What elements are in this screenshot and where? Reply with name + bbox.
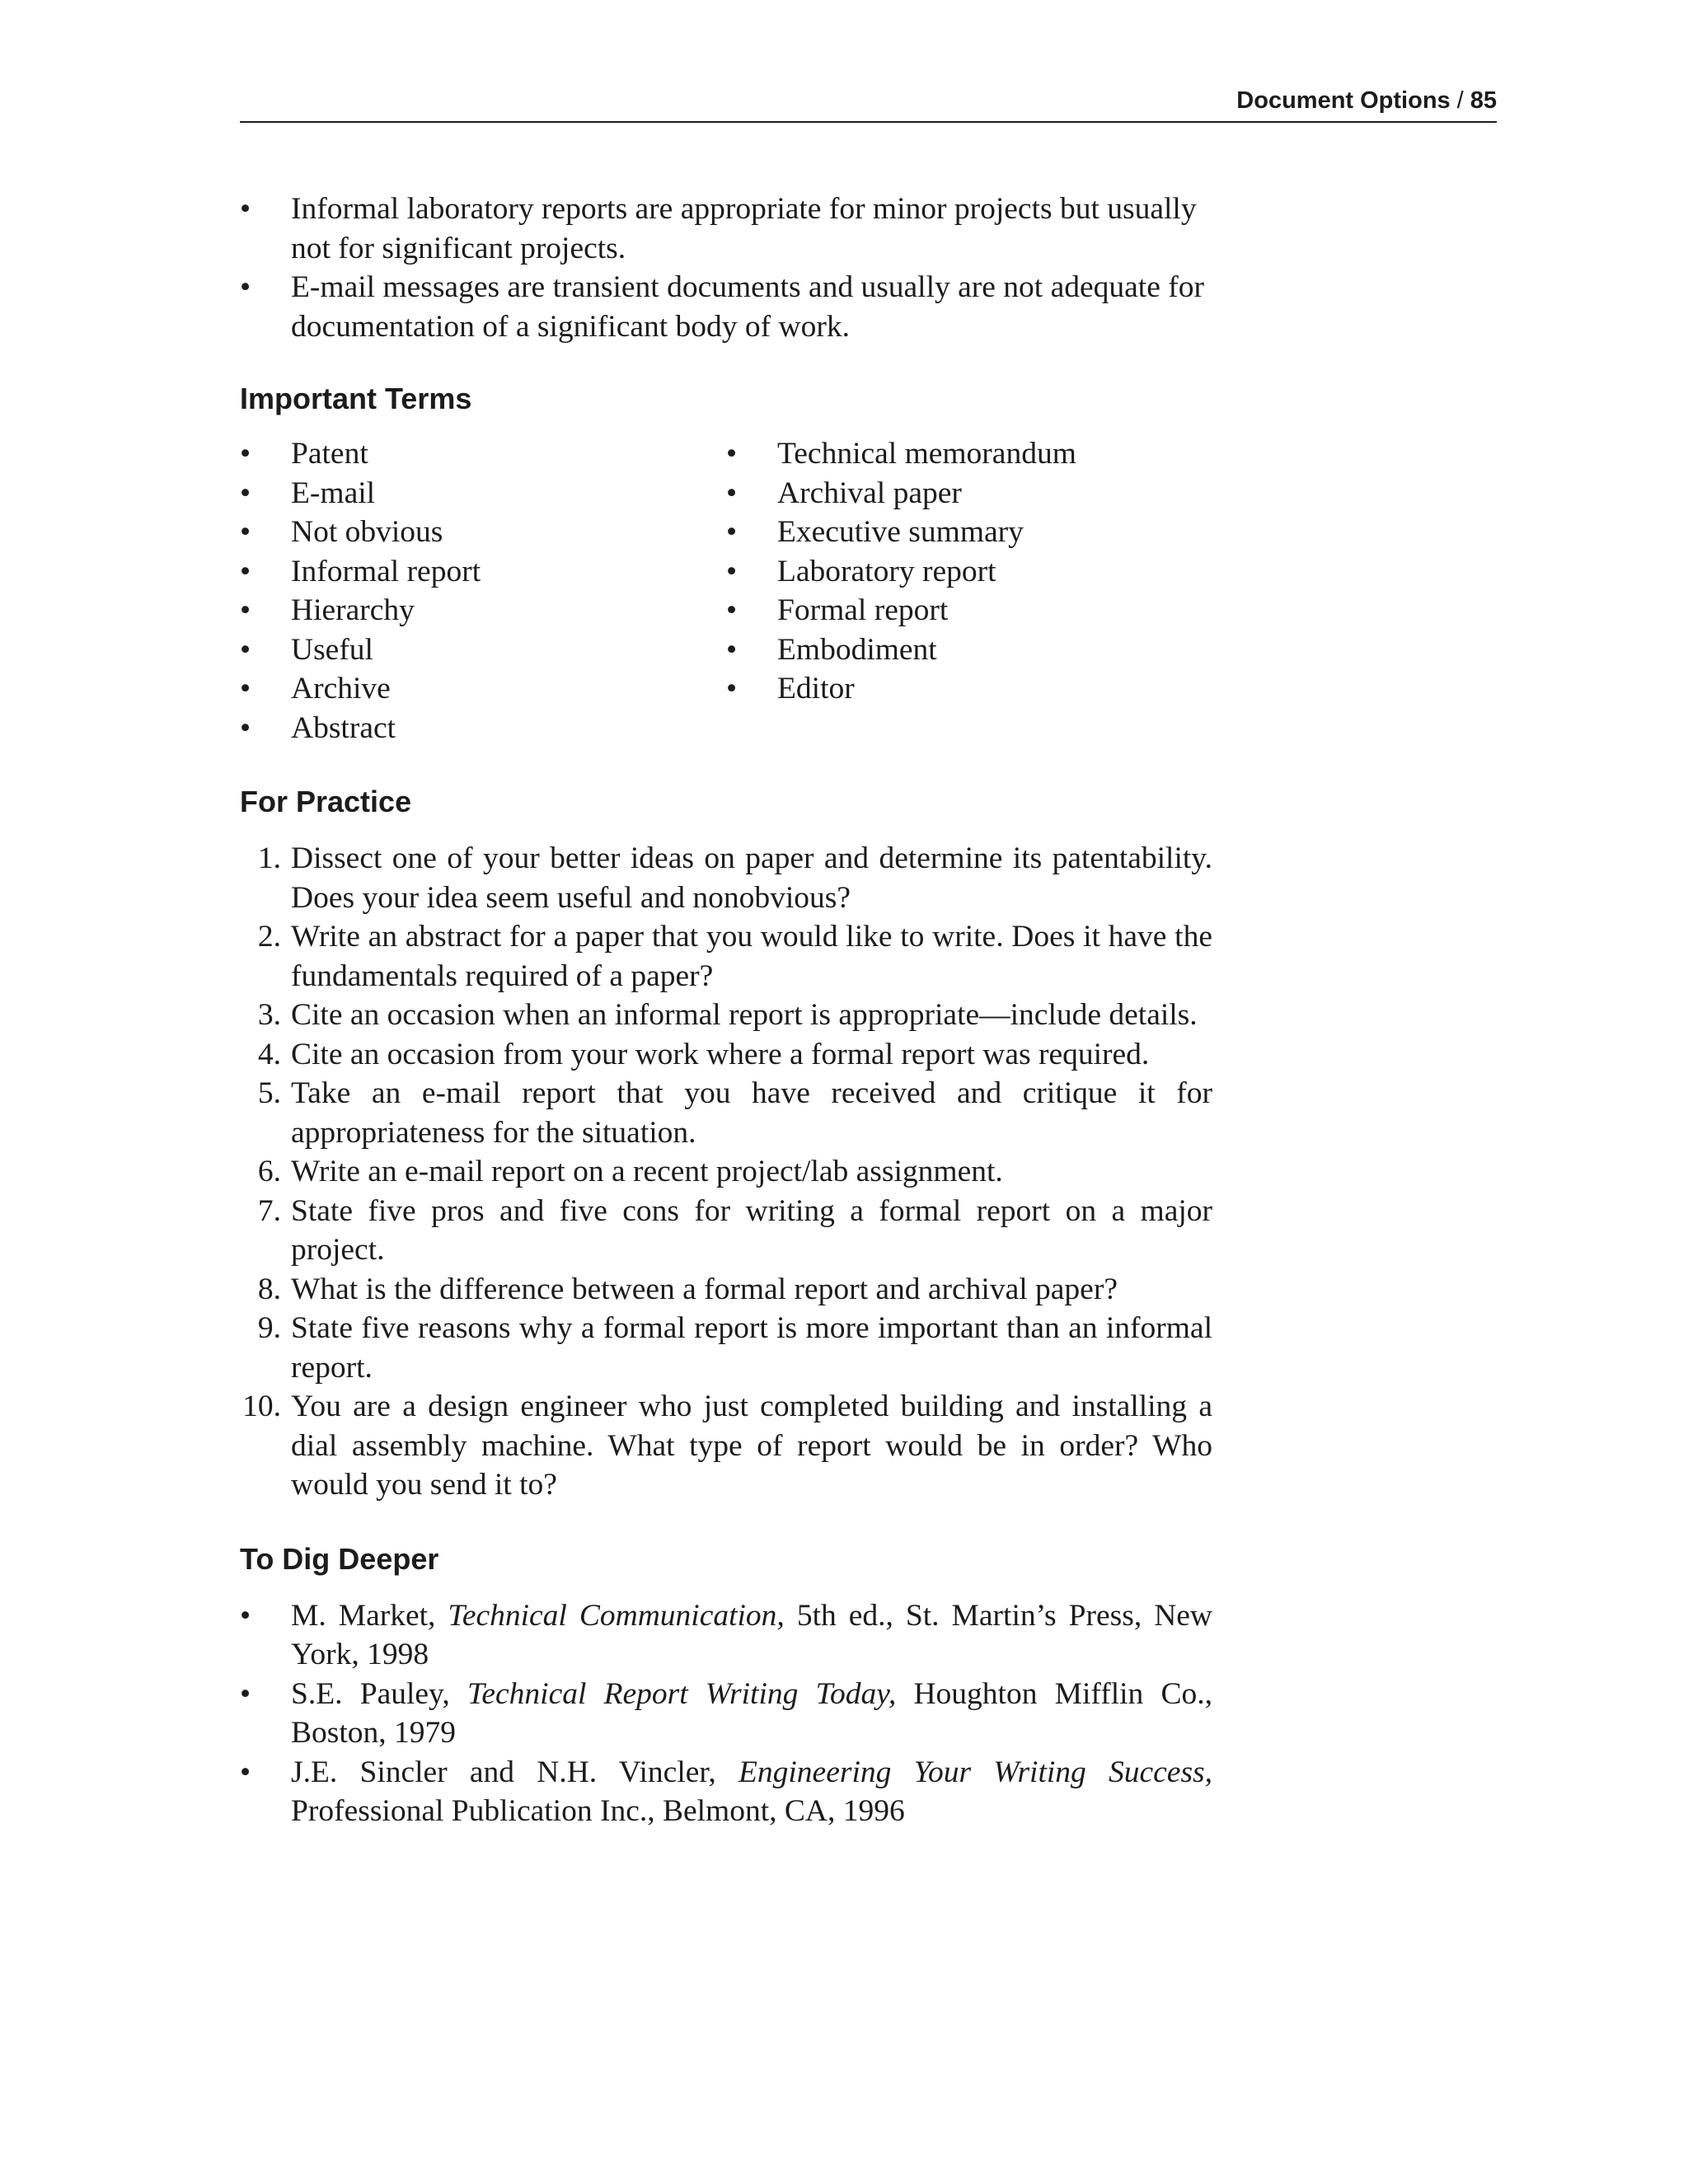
practice-item: 4. Cite an occasion from your work where a formal report was required. [240,1035,1212,1075]
bullet-icon: • [240,1598,251,1633]
bullet-icon: • [240,1676,251,1711]
terms-right-column [726,434,1212,748]
reference-item [240,1596,1212,1675]
term-item: • Editor [726,669,1212,709]
practice-item: 10. You are a design engineer who just completed building and installing a dial assembly machine. What type of report would be in order? Who would you send it to? [240,1387,1212,1505]
header-section-title: Document Options [1236,87,1451,114]
term-item: • Laboratory report [726,552,1212,592]
bullet-icon: • [240,554,251,588]
header-page-number: 85 [1470,87,1497,114]
bullet-icon: • [240,437,251,471]
bullet-icon: • [240,192,251,226]
list-item: • Informal laboratory reports are appropriate for minor projects but usually not for significant projects. [240,190,1212,268]
terms-left-column [240,434,726,748]
bullet-icon: • [240,632,251,667]
bullet-icon: • [726,632,738,667]
reference-author: S.E. Pauley, [291,1676,450,1711]
term-item: • Not obvious [240,513,726,552]
term-item: • E-mail [240,474,726,513]
reference-author: M. Market, [291,1598,436,1633]
bullet-icon: • [240,593,251,627]
reference-list [240,1596,1212,1831]
practice-item: 1. Dissect one of your better ideas on paper and determine its patentability. Does your idea seem useful and nonobvious? [240,839,1212,917]
bullet-icon: • [240,270,251,304]
reference-details: Houghton Mifflin Co., Boston, 1979 [291,1676,1213,1750]
term-item: • Informal report [240,552,726,592]
practice-item: 5. Take an e-mail report that you have received and critique it for appropriateness for the situation. [240,1074,1212,1152]
term-item: • Useful [240,630,726,670]
reference-item [240,1675,1212,1753]
running-header [240,82,1497,123]
term-item: • Archival paper [726,474,1212,513]
for-practice-heading: For Practice [240,785,412,818]
item-number: 10. [242,1390,281,1423]
term-item: • Formal report [726,591,1212,630]
important-terms-heading: Important Terms [240,382,472,415]
term-item: • Patent [240,434,726,474]
item-number: 1. [257,841,281,875]
reference-author: J.E. Sincler and N.H. Vincler, [291,1755,716,1789]
header-separator: / [1456,87,1464,114]
term-item: • Embodiment [726,630,1212,670]
bullet-icon: • [726,437,738,471]
term-item: • Abstract [240,709,726,748]
practice-item: 3. Cite an occasion when an informal report is appropriate—include details. [240,996,1212,1035]
bullet-icon: • [726,515,738,549]
bullet-icon: • [726,593,738,627]
reference-details: 5th ed., St. Martin’s Press, New York, 1998 [291,1598,1213,1671]
bullet-icon: • [240,672,251,705]
item-number: 7. [257,1193,281,1228]
page-content [240,190,1212,1831]
bullet-icon: • [240,1755,251,1789]
reference-title: Technical Communication, [448,1598,785,1633]
item-number: 5. [257,1076,281,1110]
practice-item: 2. Write an abstract for a paper that you would like to write. Does it have the fundamentals required of a paper? [240,917,1212,996]
item-number: 9. [257,1311,281,1345]
practice-list [240,839,1212,1505]
bullet-icon: • [726,476,738,510]
important-terms-columns [240,434,1212,748]
reference-title: Engineering Your Writing Success, [738,1755,1213,1789]
bullet-icon: • [240,476,251,510]
term-item: • Hierarchy [240,591,726,630]
item-number: 6. [257,1155,281,1188]
bullet-icon: • [726,672,738,705]
reference-details: Professional Publication Inc., Belmont, CA, 1996 [291,1794,905,1828]
term-item: • Executive summary [726,513,1212,552]
reference-item [240,1753,1212,1831]
item-number: 3. [257,998,281,1032]
bullet-icon: • [726,554,738,588]
bullet-icon: • [240,710,251,745]
practice-item: 9. State five reasons why a formal report is more important than an informal report. [240,1309,1212,1387]
to-dig-deeper-heading: To Dig Deeper [240,1541,439,1576]
item-number: 4. [257,1037,281,1071]
intro-bullet-list [240,190,1212,346]
item-number: 8. [257,1272,281,1306]
practice-item: 8. What is the difference between a formal report and archival paper? [240,1270,1212,1310]
bullet-icon: • [240,515,251,549]
term-item: • Archive [240,669,726,709]
term-item: • Technical memorandum [726,434,1212,474]
practice-item: 6. Write an e-mail report on a recent project/lab assignment. [240,1152,1212,1192]
practice-item: 7. State five pros and five cons for writing a formal report on a major project. [240,1192,1212,1270]
item-number: 2. [257,920,281,954]
reference-title: Technical Report Writing Today, [467,1676,897,1711]
list-item: • E-mail messages are transient documents and usually are not adequate for documentation of a significant body of work. [240,268,1212,346]
